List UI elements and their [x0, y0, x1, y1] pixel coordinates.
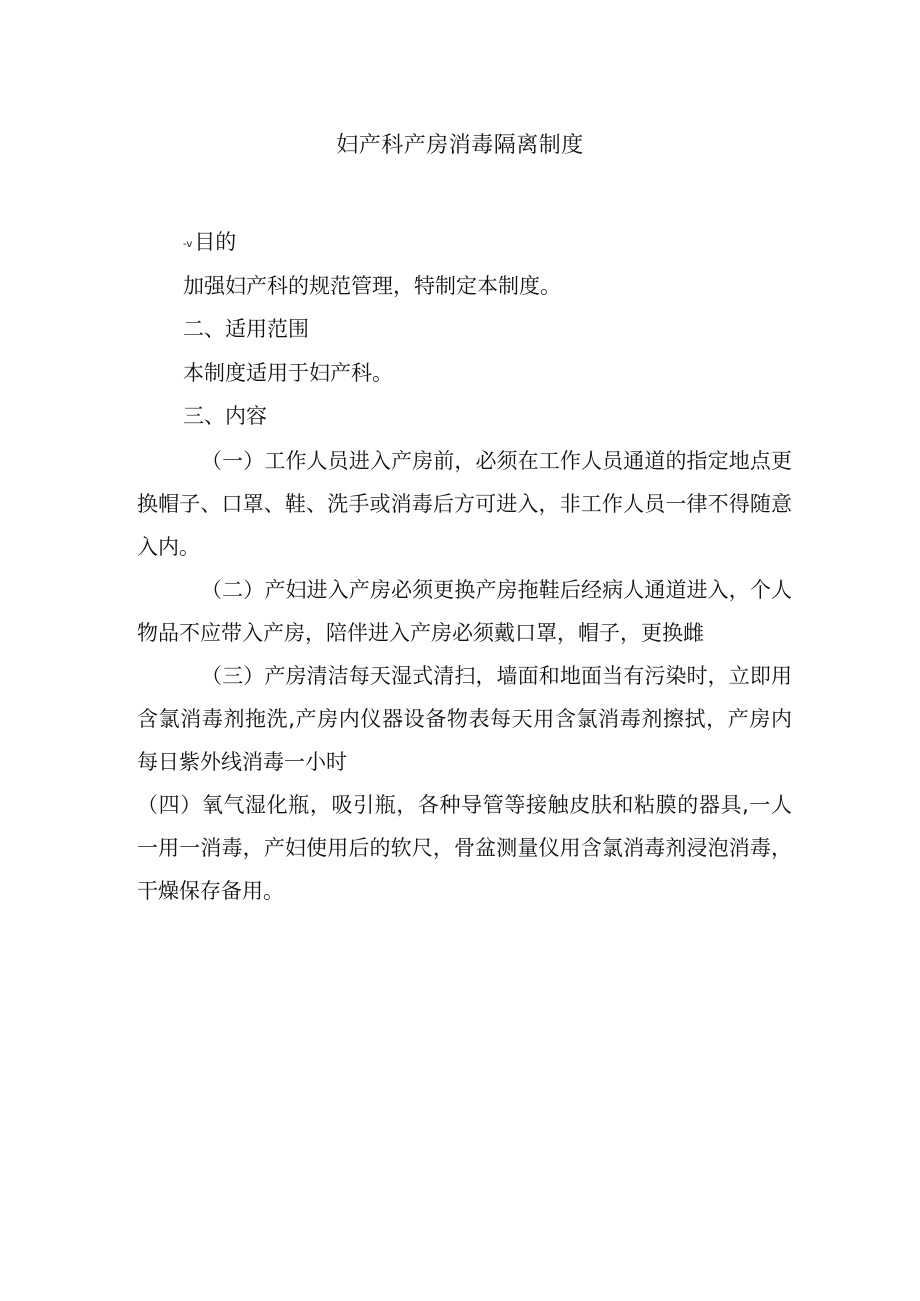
- section1-marker: -v: [183, 239, 193, 250]
- content-item-2: （二）产妇进入产房必须更换产房拖鞋后经病人通道进入，个人物品不应带入产房，陪伴进入产房必须戴口罩，帽子，更换雌: [137, 578, 792, 645]
- section1-heading-line: [183, 227, 236, 260]
- document-title: 妇产科产房消毒隔离制度: [336, 133, 584, 158]
- section1-heading: 目的: [194, 230, 237, 254]
- content-item-4: （四）氧气湿化瓶，吸引瓶，各种导管等接触皮肤和粘膜的器具,一人一用一消毒，产妇使用后的软尺，骨盆测量仪用含氯消毒剂浸泡消毒，干燥保存备用。: [137, 793, 792, 903]
- section2-heading: 二、适用范围: [183, 317, 309, 341]
- section1-body: 加强妇产科的规范管理，特制定本制度。: [183, 274, 561, 298]
- section3-heading: 三、内容: [183, 404, 267, 428]
- content-item-1: （一）工作人员进入产房前，必须在工作人员通道的指定地点更换帽子、口罩、鞋、洗手或消毒后方可进入，非工作人员一律不得随意入内。: [137, 449, 792, 559]
- section2-body: 本制度适用于妇产科。: [183, 361, 393, 385]
- content-item-3: （三）产房清洁每天湿式清扫，墙面和地面当有污染时，立即用含氯消毒剂拖洗,产房内仪器设备物表每天用含氯消毒剂擦拭，产房内每日紫外线消毒一小时: [137, 664, 792, 774]
